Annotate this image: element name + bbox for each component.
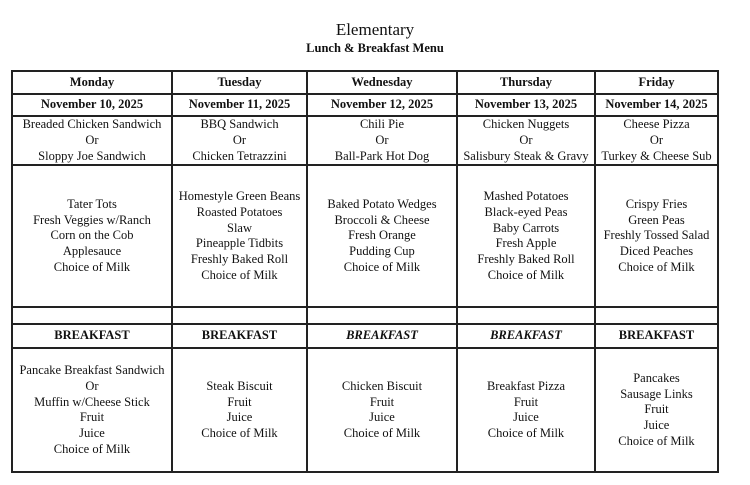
date-cell: November 10, 2025 [12,94,172,116]
sides-row [12,165,718,307]
entree-cell [172,116,307,165]
menu-line: Chicken Nuggets [482,117,570,131]
entree-cell [595,116,718,165]
menu-line: Or [649,132,664,147]
menu-line: Freshly Tossed Salad [603,228,710,243]
menu-line: Sloppy Joe Sandwich [38,148,146,163]
day-header-row [12,71,718,94]
spacer-cell [172,307,307,324]
menu-line: Applesauce [62,244,122,259]
breakfast-row [12,348,718,472]
breakfast-header: BREAKFAST [595,324,718,348]
breakfast-cell [12,348,172,472]
breakfast-cell [172,348,307,472]
menu-line: Fruit [513,394,539,409]
menu-line: Or [85,132,99,147]
date-row [12,94,718,116]
menu-line: Fresh Orange [348,228,416,243]
page-title: Elementary [335,20,415,39]
menu-line: Tater Tots [67,196,117,211]
menu-line: Or [232,132,247,147]
spacer-cell [457,307,595,324]
menu-line: Juice [513,410,539,425]
menu-line: Sausage Links [620,386,693,401]
menu-line: Choice of Milk [343,260,421,275]
menu-line: Green Peas [628,212,685,227]
spacer-row [12,307,718,324]
menu-line: Corn on the Cob [50,228,134,243]
menu-line: Choice of Milk [618,260,695,275]
date-cell: November 13, 2025 [457,94,595,116]
menu-line: Fresh Apple [495,236,557,251]
menu-line: Fruit [227,394,252,409]
menu-line: Pudding Cup [349,244,415,259]
spacer-cell [307,307,457,324]
entree-cell [307,116,457,165]
breakfast-cell [307,348,457,472]
menu-line: Choice of Milk [343,426,421,441]
sides-cell [457,165,595,307]
menu-line: Choice of Milk [53,441,131,456]
menu-line: Juice [643,418,670,433]
sides-cell [307,165,457,307]
date-cell: November 12, 2025 [307,94,457,116]
menu-line: Juice [226,410,253,425]
day-header: Tuesday [172,71,307,94]
menu-line: Choice of Milk [487,267,565,282]
menu-line: Ball-Park Hot Dog [334,148,430,163]
menu-line: Or [519,132,533,147]
sides-cell [172,165,307,307]
entree-cell [12,116,172,165]
menu-line: Or [85,378,99,393]
menu-table [11,70,719,473]
menu-line: Choice of Milk [201,267,278,282]
menu-line: Choice of Milk [53,260,131,275]
date-cell: November 11, 2025 [172,94,307,116]
menu-line: Diced Peaches [619,244,694,259]
menu-line: Choice of Milk [201,426,278,441]
breakfast-header: BREAKFAST [307,324,457,348]
menu-line: Pancake Breakfast Sandwich [19,363,165,377]
menu-line: BBQ Sandwich [200,117,279,131]
menu-line: Fruit [79,410,105,425]
menu-line: Steak Biscuit [206,378,273,393]
menu-line: Black-eyed Peas [484,204,568,219]
breakfast-cell [457,348,595,472]
menu-line: Baby Carrots [492,220,560,235]
day-header: Friday [595,71,718,94]
menu-line: Baked Potato Wedges [327,196,437,211]
sides-cell [12,165,172,307]
menu-line: Crispy Fries [625,196,688,211]
menu-line: Roasted Potatoes [196,204,283,219]
breakfast-header-row [12,324,718,348]
menu-line: Slaw [227,220,252,235]
day-header: Wednesday [307,71,457,94]
menu-line: Freshly Baked Roll [190,252,289,267]
menu-line: Turkey & Cheese Sub [601,148,712,163]
menu-line: Juice [369,410,395,425]
menu-line: Homestyle Green Beans [178,189,301,203]
menu-line: Or [375,132,389,147]
breakfast-cell [595,348,718,472]
menu-line: Juice [79,426,105,441]
page-subtitle: Lunch & Breakfast Menu [306,41,444,55]
breakfast-header: BREAKFAST [457,324,595,348]
menu-line: Muffin w/Cheese Stick [34,394,150,409]
menu-line: Broccoli & Cheese [334,212,430,227]
entree-cell [457,116,595,165]
menu-line: Mashed Potatoes [483,189,569,203]
menu-line: Chili Pie [359,117,405,131]
menu-line: Salisbury Steak & Gravy [463,148,589,163]
spacer-cell [12,307,172,324]
menu-line: Fruit [369,394,395,409]
menu-line: Fresh Veggies w/Ranch [33,212,151,227]
menu-line: Chicken Biscuit [341,378,423,393]
entree-row [12,116,718,165]
menu-line: Choice of Milk [487,426,565,441]
spacer-cell [595,307,718,324]
sides-cell [595,165,718,307]
menu-line: Pancakes [633,370,680,385]
menu-line: Chicken Tetrazzini [192,148,287,163]
menu-line: Fruit [644,402,669,417]
menu-line: Freshly Baked Roll [477,252,575,267]
menu-line: Choice of Milk [618,434,695,449]
day-header: Monday [12,71,172,94]
day-header: Thursday [457,71,595,94]
menu-line: Cheese Pizza [623,117,690,131]
date-cell: November 14, 2025 [595,94,718,116]
breakfast-header: BREAKFAST [12,324,172,348]
menu-line: Pineapple Tidbits [195,236,284,251]
menu-line: Breaded Chicken Sandwich [22,117,162,131]
menu-line: Breakfast Pizza [486,378,566,393]
breakfast-header: BREAKFAST [172,324,307,348]
